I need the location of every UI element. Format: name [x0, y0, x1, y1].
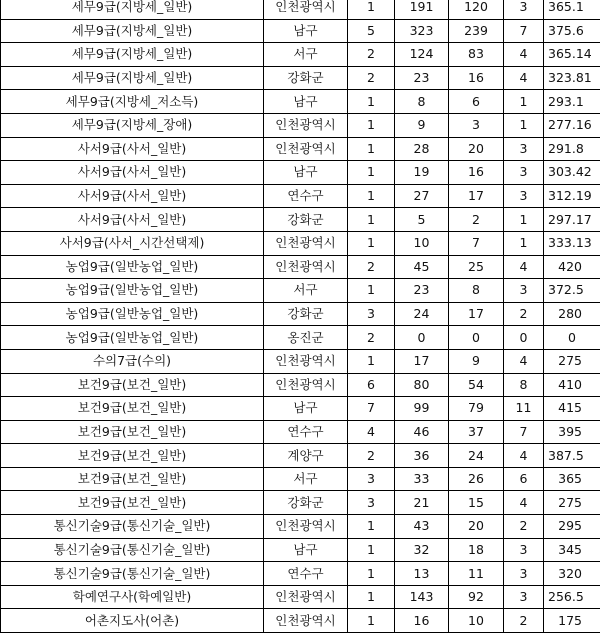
posts-cell: 1: [348, 609, 395, 633]
applicants-cell: 124: [395, 43, 449, 67]
region-cell: 인천광역시: [264, 609, 348, 633]
applicants-cell: 9: [395, 113, 449, 137]
position-cell: 통신기술9급(통신기술_일반): [1, 515, 264, 539]
cutoff-cell: 275: [544, 349, 600, 373]
cutoff-cell: 323.81: [544, 66, 600, 90]
position-cell: 농업9급(일반농업_일반): [1, 279, 264, 303]
passed-cell: 3: [504, 562, 544, 586]
table-row: [1, 255, 600, 279]
cutoff-cell: 277.16: [544, 113, 600, 137]
applicants-cell: 32: [395, 538, 449, 562]
attendees-cell: 11: [449, 562, 504, 586]
passed-cell: 7: [504, 19, 544, 43]
cutoff-cell: 320: [544, 562, 600, 586]
passed-cell: 3: [504, 184, 544, 208]
applicants-cell: 19: [395, 161, 449, 185]
position-cell: 농업9급(일반농업_일반): [1, 302, 264, 326]
posts-cell: 3: [348, 302, 395, 326]
applicants-cell: 28: [395, 137, 449, 161]
applicants-cell: 99: [395, 397, 449, 421]
table-row: [1, 137, 600, 161]
position-cell: 학예연구사(학예일반): [1, 585, 264, 609]
region-cell: 옹진군: [264, 326, 348, 350]
cutoff-cell: 372.5: [544, 279, 600, 303]
passed-cell: 3: [504, 161, 544, 185]
table-row: [1, 515, 600, 539]
position-cell: 사서9급(사서_일반): [1, 137, 264, 161]
table-row: [1, 208, 600, 232]
position-cell: 사서9급(사서_일반): [1, 161, 264, 185]
attendees-cell: 18: [449, 538, 504, 562]
attendees-cell: 26: [449, 467, 504, 491]
position-cell: 세무9급(지방세_일반): [1, 19, 264, 43]
region-cell: 서구: [264, 279, 348, 303]
cutoff-cell: 395: [544, 420, 600, 444]
cutoff-cell: 295: [544, 515, 600, 539]
cutoff-cell: 375.6: [544, 19, 600, 43]
passed-cell: 4: [504, 255, 544, 279]
passed-cell: 3: [504, 137, 544, 161]
applicants-cell: 0: [395, 326, 449, 350]
position-cell: 세무9급(지방세_일반): [1, 43, 264, 67]
table-row: [1, 585, 600, 609]
region-cell: 인천광역시: [264, 0, 348, 19]
position-cell: 통신기술9급(통신기술_일반): [1, 538, 264, 562]
applicants-cell: 27: [395, 184, 449, 208]
cutoff-cell: 365.14: [544, 43, 600, 67]
position-cell: 보건9급(보건_일반): [1, 397, 264, 421]
cutoff-cell: 345: [544, 538, 600, 562]
cutoff-cell: 0: [544, 326, 600, 350]
passed-cell: 1: [504, 113, 544, 137]
cutoff-cell: 365.1: [544, 0, 600, 19]
attendees-cell: 17: [449, 302, 504, 326]
attendees-cell: 24: [449, 444, 504, 468]
attendees-cell: 25: [449, 255, 504, 279]
passed-cell: 2: [504, 515, 544, 539]
applicants-cell: 10: [395, 231, 449, 255]
region-cell: 남구: [264, 19, 348, 43]
attendees-cell: 10: [449, 609, 504, 633]
region-cell: 인천광역시: [264, 515, 348, 539]
passed-cell: 4: [504, 349, 544, 373]
posts-cell: 1: [348, 562, 395, 586]
applicants-cell: 23: [395, 66, 449, 90]
attendees-cell: 37: [449, 420, 504, 444]
passed-cell: 3: [504, 538, 544, 562]
table-row: [1, 161, 600, 185]
region-cell: 강화군: [264, 491, 348, 515]
cutoff-cell: 280: [544, 302, 600, 326]
posts-cell: 1: [348, 161, 395, 185]
applicants-cell: 24: [395, 302, 449, 326]
cutoff-cell: 333.13: [544, 231, 600, 255]
table-row: [1, 491, 600, 515]
region-cell: 인천광역시: [264, 137, 348, 161]
attendees-cell: 15: [449, 491, 504, 515]
position-cell: 보건9급(보건_일반): [1, 420, 264, 444]
attendees-cell: 20: [449, 515, 504, 539]
table-row: [1, 184, 600, 208]
cutoff-cell: 275: [544, 491, 600, 515]
position-cell: 세무9급(지방세_저소득): [1, 90, 264, 114]
passed-cell: 4: [504, 444, 544, 468]
table-row: [1, 397, 600, 421]
table-row: [1, 538, 600, 562]
table-row: [1, 302, 600, 326]
attendees-cell: 2: [449, 208, 504, 232]
posts-cell: 7: [348, 397, 395, 421]
position-cell: 사서9급(사서_일반): [1, 184, 264, 208]
position-cell: 사서9급(사서_일반): [1, 208, 264, 232]
passed-cell: 8: [504, 373, 544, 397]
region-cell: 남구: [264, 397, 348, 421]
cutoff-cell: 256.5: [544, 585, 600, 609]
posts-cell: 3: [348, 467, 395, 491]
applicants-cell: 21: [395, 491, 449, 515]
attendees-cell: 20: [449, 137, 504, 161]
posts-cell: 3: [348, 491, 395, 515]
posts-cell: 2: [348, 255, 395, 279]
applicants-cell: 36: [395, 444, 449, 468]
table-row: [1, 43, 600, 67]
posts-cell: 1: [348, 0, 395, 19]
attendees-cell: 8: [449, 279, 504, 303]
position-cell: 세무9급(지방세_장애): [1, 113, 264, 137]
region-cell: 연수구: [264, 420, 348, 444]
attendees-cell: 83: [449, 43, 504, 67]
attendees-cell: 3: [449, 113, 504, 137]
applicants-cell: 33: [395, 467, 449, 491]
attendees-cell: 92: [449, 585, 504, 609]
posts-cell: 4: [348, 420, 395, 444]
cutoff-cell: 297.17: [544, 208, 600, 232]
cutoff-cell: 175: [544, 609, 600, 633]
attendees-cell: 0: [449, 326, 504, 350]
applicants-cell: 8: [395, 90, 449, 114]
attendees-cell: 239: [449, 19, 504, 43]
cutoff-cell: 303.42: [544, 161, 600, 185]
position-cell: 보건9급(보건_일반): [1, 467, 264, 491]
region-cell: 강화군: [264, 302, 348, 326]
passed-cell: 0: [504, 326, 544, 350]
posts-cell: 1: [348, 113, 395, 137]
posts-cell: 1: [348, 538, 395, 562]
posts-cell: 2: [348, 444, 395, 468]
position-cell: 세무9급(지방세_일반): [1, 66, 264, 90]
position-cell: 사서9급(사서_시간선택제): [1, 231, 264, 255]
region-cell: 인천광역시: [264, 585, 348, 609]
table-row: [1, 279, 600, 303]
attendees-cell: 79: [449, 397, 504, 421]
position-cell: 어촌지도사(어촌): [1, 609, 264, 633]
position-cell: 농업9급(일반농업_일반): [1, 255, 264, 279]
attendees-cell: 9: [449, 349, 504, 373]
table-row: [1, 231, 600, 255]
applicants-cell: 13: [395, 562, 449, 586]
attendees-cell: 16: [449, 161, 504, 185]
applicants-cell: 191: [395, 0, 449, 19]
region-cell: 서구: [264, 467, 348, 491]
region-cell: 인천광역시: [264, 255, 348, 279]
attendees-cell: 7: [449, 231, 504, 255]
attendees-cell: 6: [449, 90, 504, 114]
position-cell: 농업9급(일반농업_일반): [1, 326, 264, 350]
cutoff-cell: 420: [544, 255, 600, 279]
table-row: [1, 66, 600, 90]
posts-cell: 1: [348, 184, 395, 208]
position-cell: 통신기술9급(통신기술_일반): [1, 562, 264, 586]
posts-cell: 1: [348, 585, 395, 609]
posts-cell: 1: [348, 349, 395, 373]
posts-cell: 5: [348, 19, 395, 43]
table-row: [1, 113, 600, 137]
applicants-cell: 143: [395, 585, 449, 609]
posts-cell: 1: [348, 515, 395, 539]
passed-cell: 6: [504, 467, 544, 491]
table-row: [1, 326, 600, 350]
region-cell: 인천광역시: [264, 373, 348, 397]
passed-cell: 4: [504, 66, 544, 90]
posts-cell: 1: [348, 279, 395, 303]
applicants-cell: 80: [395, 373, 449, 397]
table-row: [1, 467, 600, 491]
passed-cell: 3: [504, 585, 544, 609]
cutoff-cell: 293.1: [544, 90, 600, 114]
passed-cell: 3: [504, 0, 544, 19]
position-cell: 수의7급(수의): [1, 349, 264, 373]
region-cell: 남구: [264, 538, 348, 562]
region-cell: 남구: [264, 90, 348, 114]
passed-cell: 7: [504, 420, 544, 444]
applicants-cell: 23: [395, 279, 449, 303]
passed-cell: 1: [504, 208, 544, 232]
posts-cell: 1: [348, 137, 395, 161]
region-cell: 서구: [264, 43, 348, 67]
cutoff-cell: 387.5: [544, 444, 600, 468]
passed-cell: 3: [504, 279, 544, 303]
table-body: [1, 0, 600, 633]
cutoff-cell: 291.8: [544, 137, 600, 161]
posts-cell: 6: [348, 373, 395, 397]
table-row: [1, 420, 600, 444]
passed-cell: 4: [504, 491, 544, 515]
applicants-cell: 45: [395, 255, 449, 279]
position-cell: 보건9급(보건_일반): [1, 491, 264, 515]
attendees-cell: 54: [449, 373, 504, 397]
region-cell: 강화군: [264, 66, 348, 90]
passed-cell: 1: [504, 231, 544, 255]
region-cell: 인천광역시: [264, 349, 348, 373]
posts-cell: 1: [348, 208, 395, 232]
attendees-cell: 17: [449, 184, 504, 208]
cutoff-cell: 415: [544, 397, 600, 421]
region-cell: 계양구: [264, 444, 348, 468]
passed-cell: 4: [504, 43, 544, 67]
position-cell: 세무9급(지방세_일반): [1, 0, 264, 19]
posts-cell: 2: [348, 43, 395, 67]
applicants-cell: 46: [395, 420, 449, 444]
passed-cell: 2: [504, 609, 544, 633]
applicants-cell: 17: [395, 349, 449, 373]
table-row: [1, 349, 600, 373]
passed-cell: 2: [504, 302, 544, 326]
region-cell: 인천광역시: [264, 113, 348, 137]
applicants-cell: 5: [395, 208, 449, 232]
region-cell: 강화군: [264, 208, 348, 232]
posts-cell: 2: [348, 326, 395, 350]
posts-cell: 2: [348, 66, 395, 90]
region-cell: 남구: [264, 161, 348, 185]
applicants-cell: 43: [395, 515, 449, 539]
table-row: [1, 90, 600, 114]
region-cell: 연수구: [264, 562, 348, 586]
cutoff-cell: 410: [544, 373, 600, 397]
cutoff-cell: 365: [544, 467, 600, 491]
passed-cell: 11: [504, 397, 544, 421]
table-row: [1, 609, 600, 633]
position-cell: 보건9급(보건_일반): [1, 373, 264, 397]
applicants-cell: 16: [395, 609, 449, 633]
posts-cell: 1: [348, 231, 395, 255]
table-row: [1, 444, 600, 468]
position-cell: 보건9급(보건_일반): [1, 444, 264, 468]
cutoff-cell: 312.19: [544, 184, 600, 208]
table-row: [1, 562, 600, 586]
table-row: [1, 19, 600, 43]
region-cell: 연수구: [264, 184, 348, 208]
attendees-cell: 16: [449, 66, 504, 90]
table-row: [1, 373, 600, 397]
applicants-cell: 323: [395, 19, 449, 43]
region-cell: 인천광역시: [264, 231, 348, 255]
table-row: [1, 0, 600, 19]
attendees-cell: 120: [449, 0, 504, 19]
passed-cell: 1: [504, 90, 544, 114]
posts-cell: 1: [348, 90, 395, 114]
